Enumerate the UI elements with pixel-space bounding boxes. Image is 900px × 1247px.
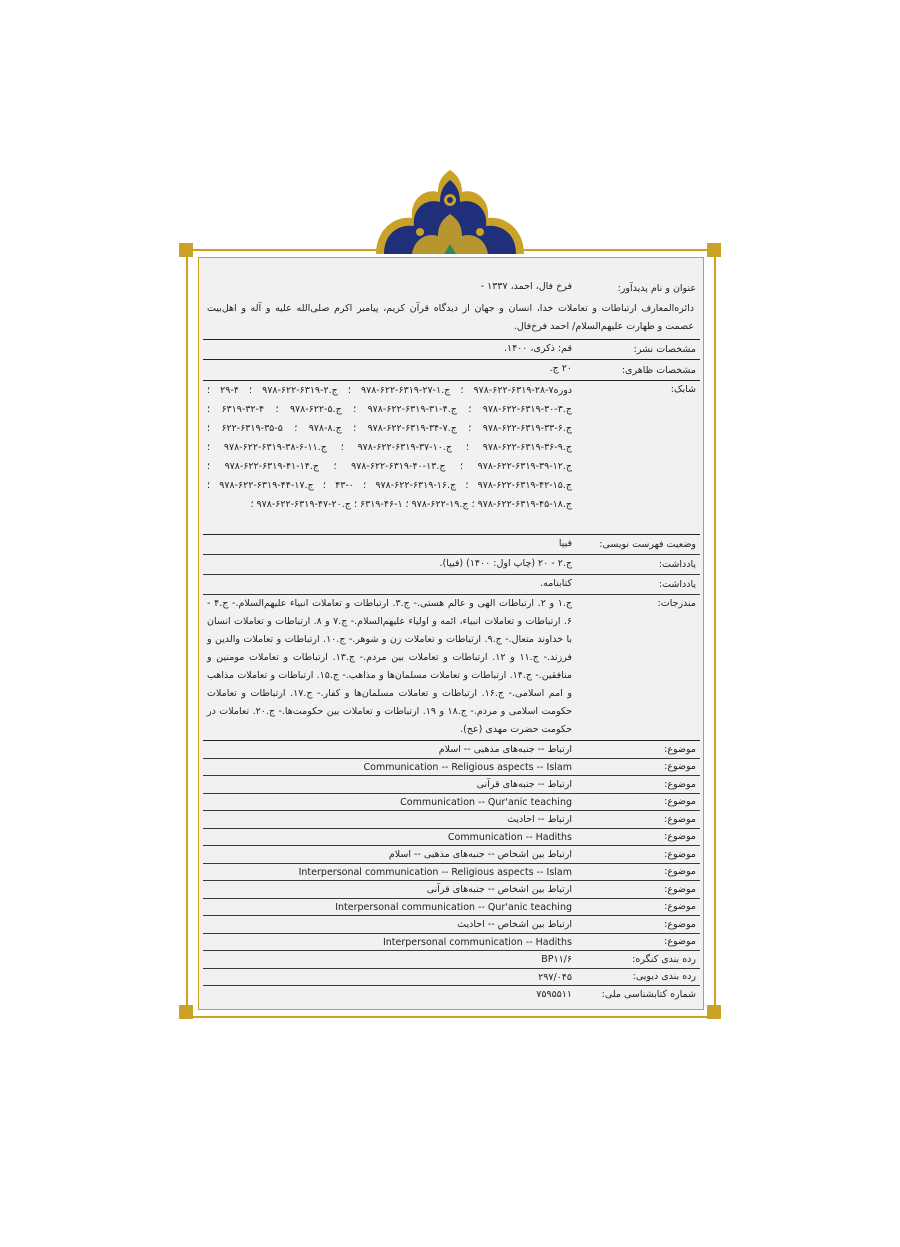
corner-ornament-bottom-right	[707, 1005, 721, 1019]
lc-class-row	[203, 951, 700, 969]
subject-value	[203, 934, 572, 951]
subject-row	[203, 811, 700, 829]
arabesque-crest-icon	[372, 170, 528, 254]
subject-label: موضوع:	[664, 796, 696, 808]
author-label: عنوان و نام پدیدآور:	[617, 282, 696, 294]
subject-label: موضوع:	[664, 918, 696, 930]
subject-row	[203, 741, 700, 759]
subject-row	[203, 829, 700, 847]
national-no-row	[203, 986, 700, 1004]
subject-en-text: Interpersonal communication -- Qur'anic teaching	[335, 901, 572, 913]
national-no-label: شماره کتابشناسی ملی:	[601, 989, 696, 1001]
subject-row	[203, 794, 700, 812]
subject-value	[203, 864, 572, 881]
subject-value	[203, 759, 572, 776]
note1-label: یادداشت:	[658, 559, 696, 570]
note2-label: یادداشت:	[658, 579, 696, 590]
catalog-status-value: فیپا	[558, 538, 572, 549]
physical-label: مشخصات ظاهری:	[621, 364, 696, 376]
author-value: فرخ فال، احمد، ۱۳۳۷ -	[480, 281, 572, 292]
subject-row	[203, 934, 700, 952]
contents-row	[203, 595, 700, 741]
title-row	[203, 298, 700, 340]
title-value: دائره‌المعارف ارتباطات و تعاملات خدا، انسان و جهان از دیدگاه قرآن کریم، پیامبر اکرم صلی‌الله علیه و آله و اهل‌بیت عصمت و طهارت علیهم‌السلام/ احمد فرخ‌فال.	[207, 303, 694, 332]
subject-value: ارتباط -- جنبه‌های مذهبی -- اسلام	[438, 744, 572, 755]
subject-value: ارتباط -- احادیث	[507, 814, 572, 825]
subject-en-text: Interpersonal communication -- Hadiths	[382, 936, 572, 948]
subject-row	[203, 899, 700, 917]
subject-label: موضوع:	[664, 831, 696, 843]
subject-label: موضوع:	[664, 778, 696, 790]
catalog-status-label: وضعیت فهرست نویسی:	[599, 539, 696, 550]
contents-label: مندرجات:	[657, 598, 696, 609]
lc-class-value: BP۱۱/۶	[541, 954, 572, 965]
subject-label: موضوع:	[664, 848, 696, 860]
subject-row	[203, 864, 700, 882]
subject-row	[203, 759, 700, 777]
subject-value: ارتباط بین اشخاص -- جنبه‌های مذهبی -- اسلام	[388, 849, 572, 860]
subject-en-text: Communication -- Qur'anic teaching	[400, 796, 572, 808]
subject-label: موضوع:	[664, 743, 696, 755]
dewey-class-value: ۲۹۷/۰۴۵	[538, 971, 572, 983]
subject-en-text: Communication -- Hadiths	[447, 831, 572, 843]
corner-ornament-bottom-left	[179, 1005, 193, 1019]
publisher-value: قم: ذکری، ۱۴۰۰.	[503, 343, 572, 354]
dewey-class-label: رده بندی دیویی:	[632, 971, 696, 983]
author-row	[203, 278, 700, 298]
physical-value: ۲۰ ج.	[549, 363, 572, 374]
national-no-value: ۷۵۹۵۵۱۱	[536, 989, 572, 1000]
dewey-class-row	[203, 969, 700, 987]
physical-row	[203, 360, 700, 381]
subject-row	[203, 846, 700, 864]
subject-value	[203, 794, 572, 811]
subject-value: ارتباط -- جنبه‌های قرآنی	[476, 779, 572, 790]
subject-value	[203, 829, 572, 846]
subject-label: موضوع:	[664, 761, 696, 773]
cip-record-table	[203, 278, 700, 1004]
note2-row	[203, 575, 700, 595]
lc-class-label: رده بندی کنگره:	[632, 953, 696, 965]
subject-label: موضوع:	[664, 866, 696, 878]
corner-ornament-top-right	[707, 243, 721, 257]
note1-value: ج.۲ - ۲۰ (چاپ اول: ۱۴۰۰) (فیپا).	[439, 558, 572, 569]
subject-value: ارتباط بین اشخاص -- جنبه‌های قرآنی	[426, 884, 572, 895]
subject-label: موضوع:	[664, 813, 696, 825]
subject-row	[203, 916, 700, 934]
subject-value: ارتباط بین اشخاص -- احادیث	[457, 919, 572, 930]
corner-ornament-top-left	[179, 243, 193, 257]
subject-label: موضوع:	[664, 883, 696, 895]
isbn-value: دوره۷-۲۸-۶۳۱۹-۶۲۲-۹۷۸ ؛ ج.۱-۲۷-۶۳۱۹-۶۲۲-۹۷۸ ؛ ج.۲-۶۳۱۹-۶۲۲-۹۷۸ ؛ ۴-۲۹ ؛ ج.۳-۳۰-۶۳۱۹-۶۲۲-۹۷۸ ؛ ج.۴-۳۱-۶۳۱۹-۶۲۲-۹۷۸ ؛ ج.۵-۶۲۲-۹۷۸ ؛ ۴-۳۲-۶۳۱۹ ؛ ج.۶-۳۳-۶۳۱۹-۶۲۲-۹۷۸ ؛ ج.۷-۳۴-۶۳۱۹-۶۲۲-۹۷۸ ؛ ج.۸-۹۷۸ ؛ ۵-۳۵-۶۳۱۹-۶۲۲ ؛ ج.۹-۳۶-۶۳۱۹-۶۲۲-۹۷۸ ؛ ج.۱۰-۳۷-۶۳۱۹-۶۲۲-۹۷۸ ؛ ج.۱۱-۶-۳۸-۶۳۱۹-۶۲۲-۹۷۸ ؛ ج.۱۲-۳۹-۶۳۱۹-۶۲۲-۹۷۸ ؛ ج.۱۳-۴۰-۶۳۱۹-۶۲۲-۹۷۸ ؛ ج.۱۴-۴۱-۶۳۱۹-۶۲۲-۹۷۸ ؛ ج.۱۵-۴۲-۶۳۱۹-۶۲۲-۹۷۸ ؛ ج.۱۶-۶۳۱۹-۶۲۲-۹۷۸ ؛ ۰-۴۳ ؛ ج.۱۷-۴۴-۶۳۱۹-۶۲۲-۹۷۸ ؛ ج.۱۸-۴۵-۶۳۱۹-۶۲۲-۹۷۸ ؛ ج.۱۹-۶۲۲-۹۷۸ ؛ ۱-۴۶-۶۳۱۹ ؛ ج.۲۰-۴۷-۶۳۱۹-۶۲۲-۹۷۸ ؛	[207, 385, 573, 510]
isbn-row	[203, 381, 700, 535]
publisher-label: مشخصات نشر:	[633, 344, 696, 355]
catalog-status-row	[203, 535, 700, 555]
note1-row	[203, 555, 700, 575]
note2-value: کتابنامه.	[540, 578, 572, 589]
subject-row	[203, 881, 700, 899]
subject-value	[203, 899, 572, 916]
isbn-label: شابک:	[670, 384, 696, 395]
publisher-row	[203, 340, 700, 360]
subject-label: موضوع:	[664, 936, 696, 948]
contents-value: ج.۱ و ۲. ارتباطات الهی و عالم هستی.- ج.۳. ارتباطات و تعاملات انبیاء علیهم‌السلام.- ج.۴ - ۶. ارتباطات و تعاملات انبیاء، ائمه و اولیاء علیهم‌السلام.- ج.۷ و ۸. ارتباطات و تعاملات انسان با خداوند متعال.- ج.۹. ارتباطات و تعاملات زن و شوهر.- ج.۱۰. ارتباطات و تعاملات والدین و فرزند.- ج.۱۱ و ۱۲. ارتباطات و تعاملات بین مردم.- ج.۱۳. ارتباطات و تعاملات مومنین و منافقین.- ج.۱۴. ارتباطات و تعاملات مسلمان‌ها و مذاهب.- ج.۱۵. ارتباطات و تعاملات مذاهب و امم اسلامی.- ج.۱۶. ارتباطات و تعاملات مسلمان‌ها و کفار.- ج.۱۷. ارتباطات و تعاملات حکومت اسلامی و مردم.- ج.۱۸ و ۱۹. ارتباطات و تعاملات بین حکومت‌ها.- ج.۲۰. تعاملات در حکومت حضرت مهدی (عج).	[207, 598, 573, 735]
subject-en-text: Interpersonal communication -- Religious aspects -- Islam	[298, 866, 572, 878]
subject-row	[203, 776, 700, 794]
subject-label: موضوع:	[664, 901, 696, 913]
subject-en-text: Communication -- Religious aspects -- Islam	[363, 761, 572, 773]
